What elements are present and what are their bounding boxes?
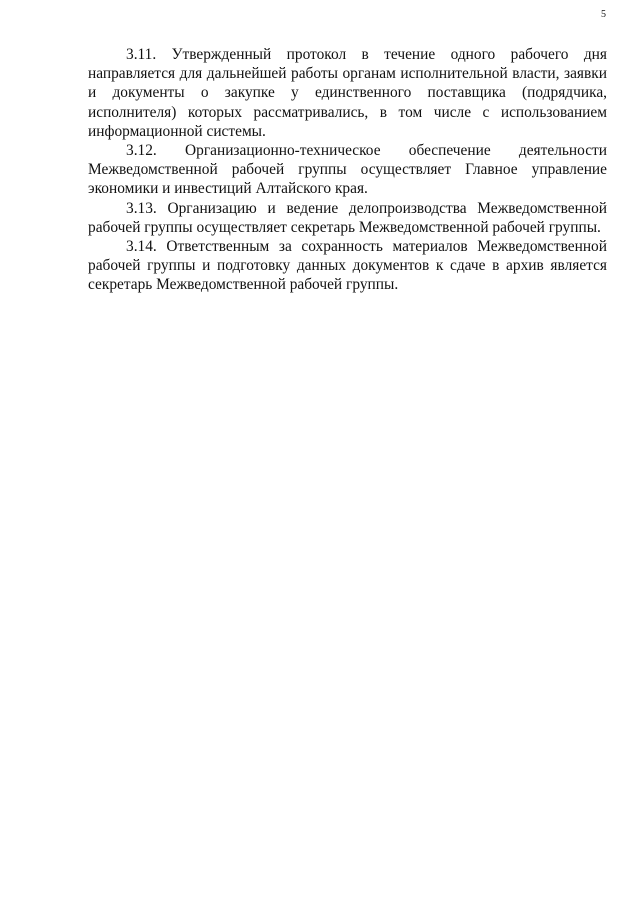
paragraph-3-13: 3.13. Организацию и ведение делопроизводства Межведомственной рабочей группы осуществляет секретарь Межведомственной рабочей группы. — [88, 199, 607, 236]
document-body — [88, 45, 607, 295]
page-number: 5 — [601, 9, 606, 20]
paragraph-3-14: 3.14. Ответственным за сохранность материалов Межведомственной рабочей группы и подготовку данных документов к сдаче в архив является секретарь Межведомственной рабочей группы. — [88, 238, 607, 294]
paragraph-3-12: 3.12. Организационно-техническое обеспечение деятельности Межведомственной рабочей группы осуществляет Главное управление экономики и инвестиций Алтайского края. — [88, 142, 607, 198]
paragraph-3-11: 3.11. Утвержденный протокол в течение одного рабочего дня направляется для дальнейшей работы органам исполнительной власти, заявки и документы о закупке у единственного поставщика (подрядчика, исполнителя) которых рассматривались, в том числе с использованием информационной системы. — [88, 46, 607, 140]
